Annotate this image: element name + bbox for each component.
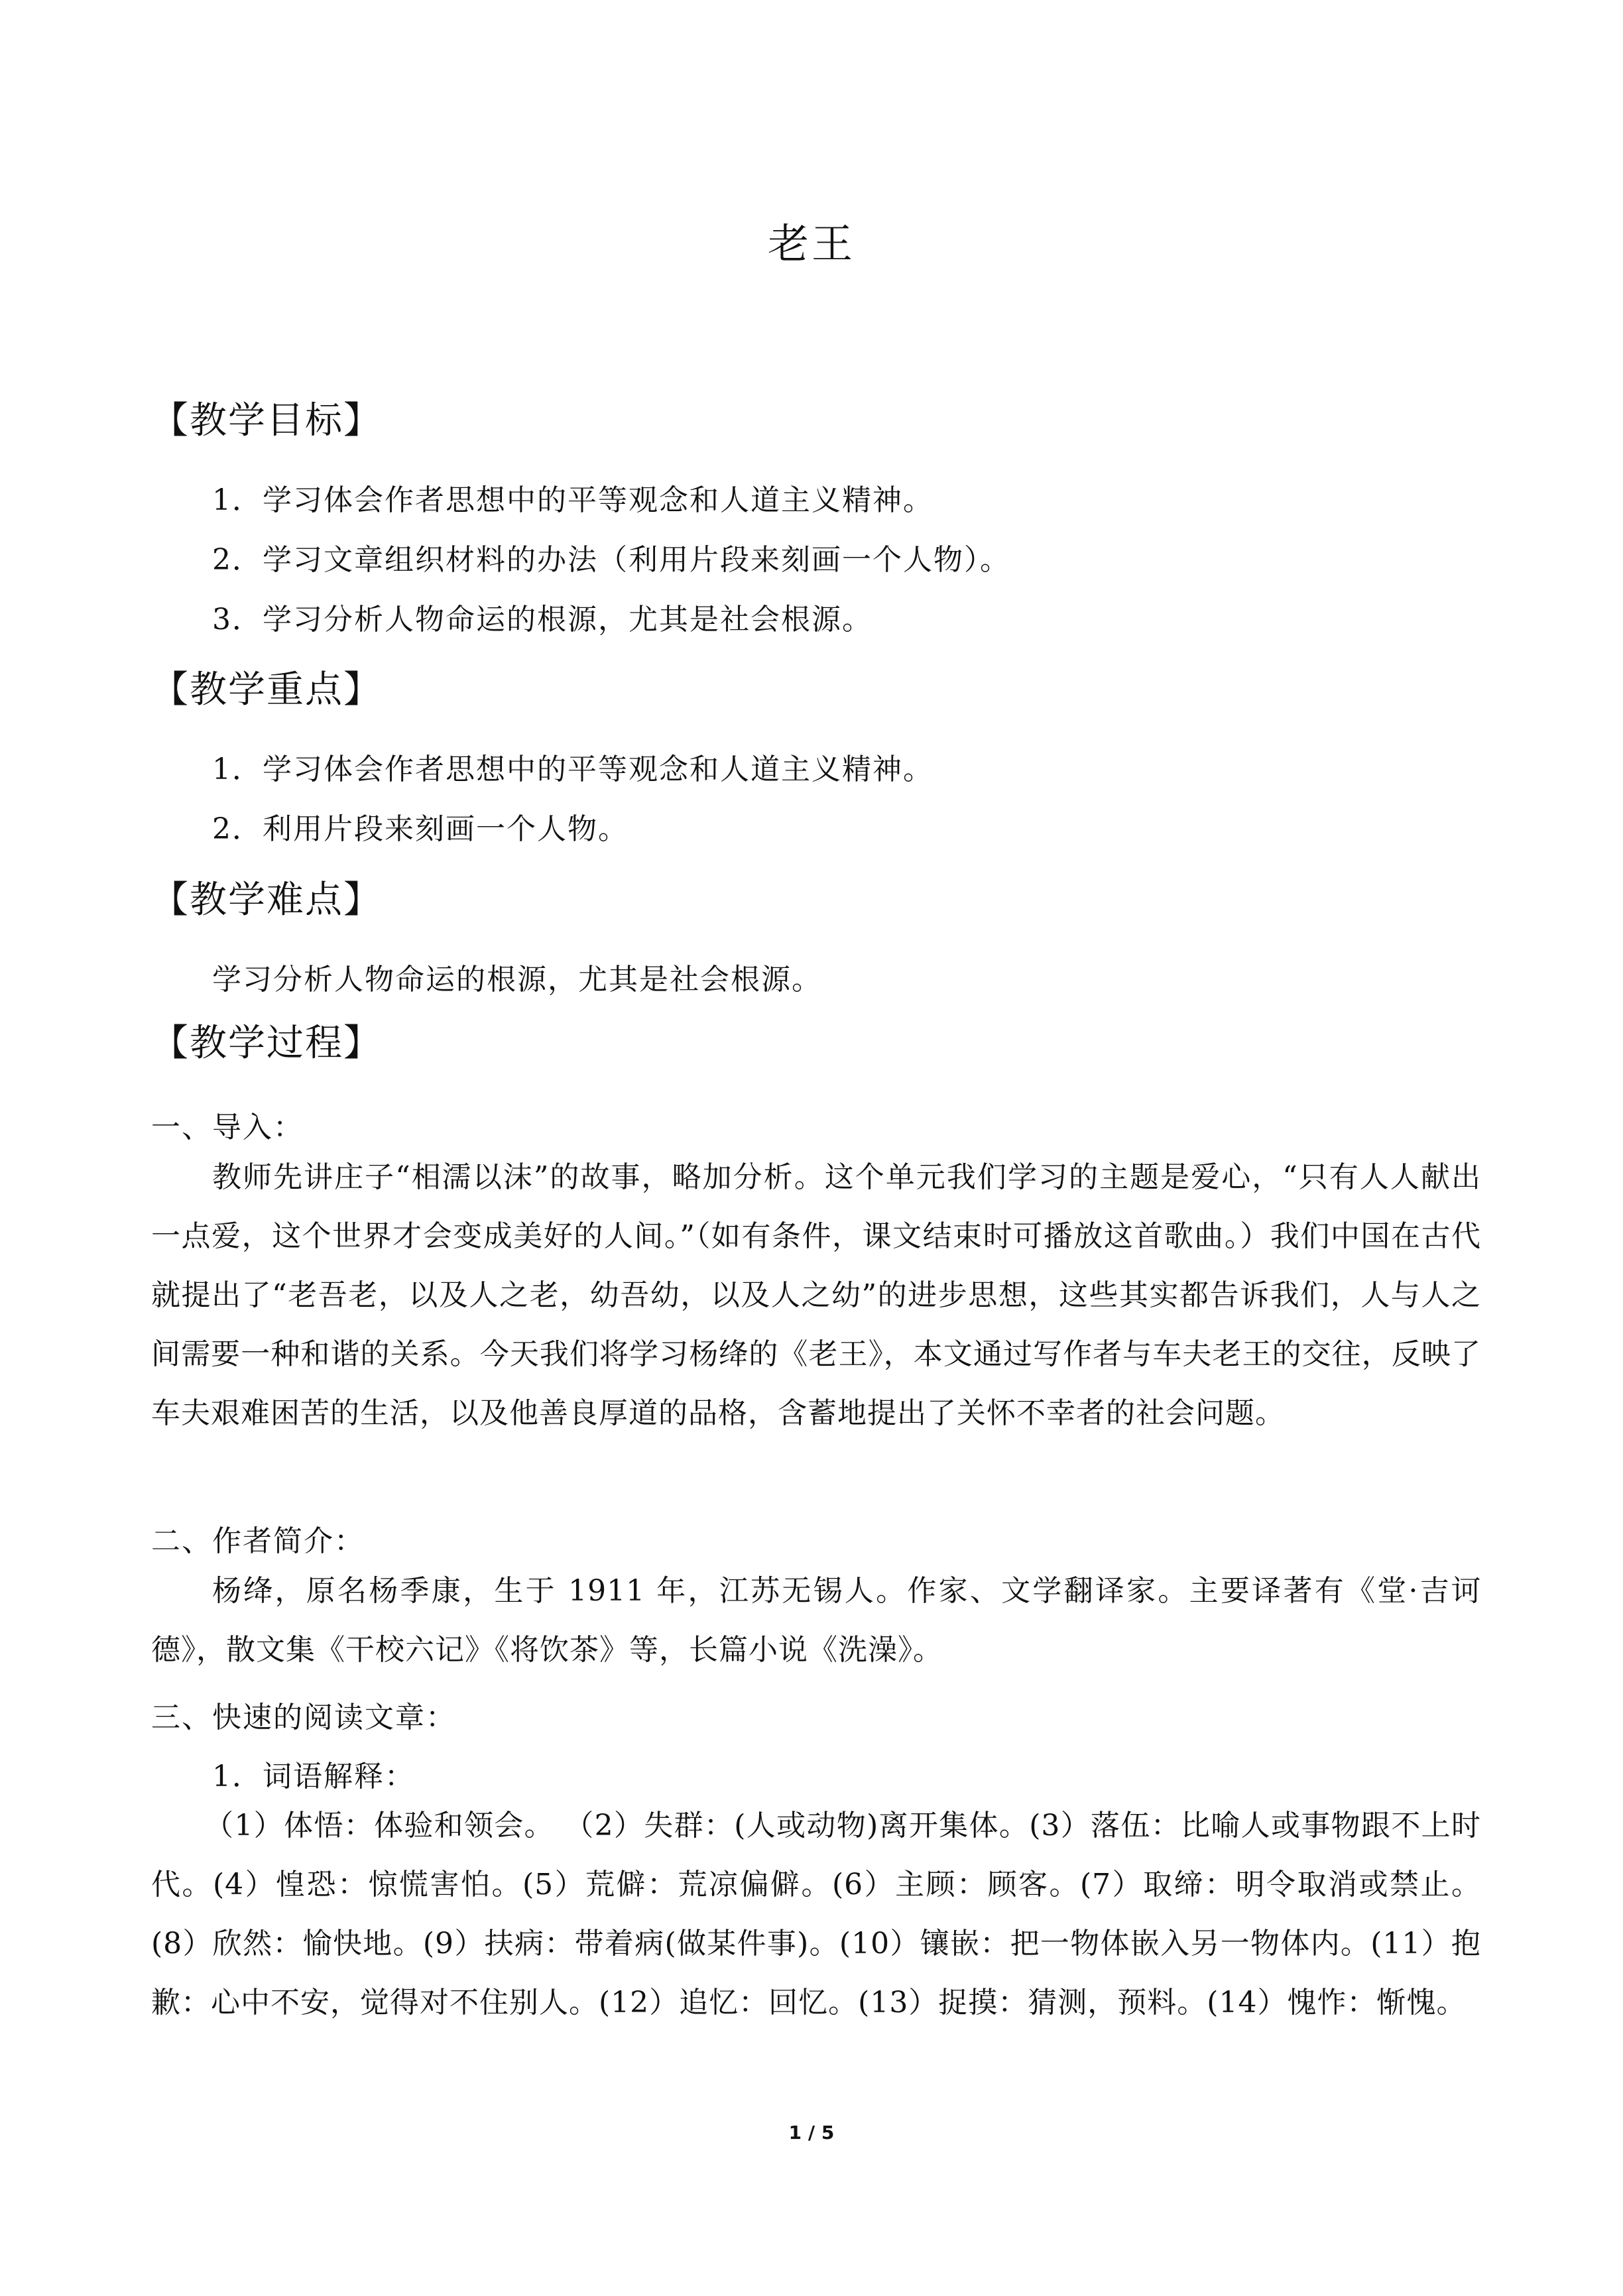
vocab-paragraph: （1）体悟：体验和领会。 （2）失群：(人或动物)离开集体。(3）落伍：比喻人或事物跟不上时代。(4）惶恐：惊慌害怕。(5）荒僻：荒凉偏僻。(6）主顾：顾客。(7）取缔：明令取消或禁止。(8）欣然：愉快地。(9）扶病：带着病(做某件事)。(10）镶嵌：把一物体嵌入另一物体内。(11）抱歉：心中不安，觉得对不住别人。(12）追忆：回忆。(13）捉摸：猜测，预料。(14）愧怍：惭愧。 [151,1809,1481,2020]
page-number: 1 / 5 [788,2122,835,2144]
author-title: 二、作者简介： [151,1524,365,1558]
objective-item: 2．学习文章组织材料的办法（利用片段来刻画一个人物）。 [212,543,1010,577]
key-point-item: 2．利用片段来刻画一个人物。 [212,812,629,846]
key-point-item: 1．学习体会作者思想中的平等观念和人道主义精神。 [212,753,933,786]
objectives-heading: 【教学目标】 [151,399,382,442]
difficulties-text: 学习分析人物命运的根源，尤其是社会根源。 [212,963,822,997]
intro-paragraph: 教师先讲庄子“相濡以沫”的故事，略加分析。这个单元我们学习的主题是爱心，“只有人人献出一点爱，这个世界才会变成美好的人间。”（如有条件，课文结束时可播放这首歌曲。）我们中国在古代就提出了“老吾老，以及人之老，幼吾幼，以及人之幼”的进步思想，这些其实都告诉我们，人与人之间需要一种和谐的关系。今天我们将学习杨绛的《老王》，本文通过写作者与车夫老王的交往，反映了车夫艰难困苦的生活，以及他善良厚道的品格，含蓄地提出了关怀不幸者的社会问题。 [151,1160,1481,1430]
objective-item: 1．学习体会作者思想中的平等观念和人道主义精神。 [212,483,933,517]
key-points-heading: 【教学重点】 [151,668,382,711]
difficulties-heading: 【教学难点】 [151,878,382,922]
page-title: 老王 [767,219,855,268]
intro-title: 一、导入： [151,1111,304,1144]
objective-item: 3．学习分析人物命运的根源，尤其是社会根源。 [212,603,872,636]
process-heading: 【教学过程】 [151,1022,382,1065]
author-paragraph: 杨绛，原名杨季康，生于 1911 年，江苏无锡人。作家、文学翻译家。主要译著有《堂·吉诃德》，散文集《干校六记》《将饮茶》等，长篇小说《洗澡》。 [151,1574,1481,1667]
vocab-title: 1．词语解释： [212,1760,415,1793]
reading-title: 三、快速的阅读文章： [151,1701,456,1734]
